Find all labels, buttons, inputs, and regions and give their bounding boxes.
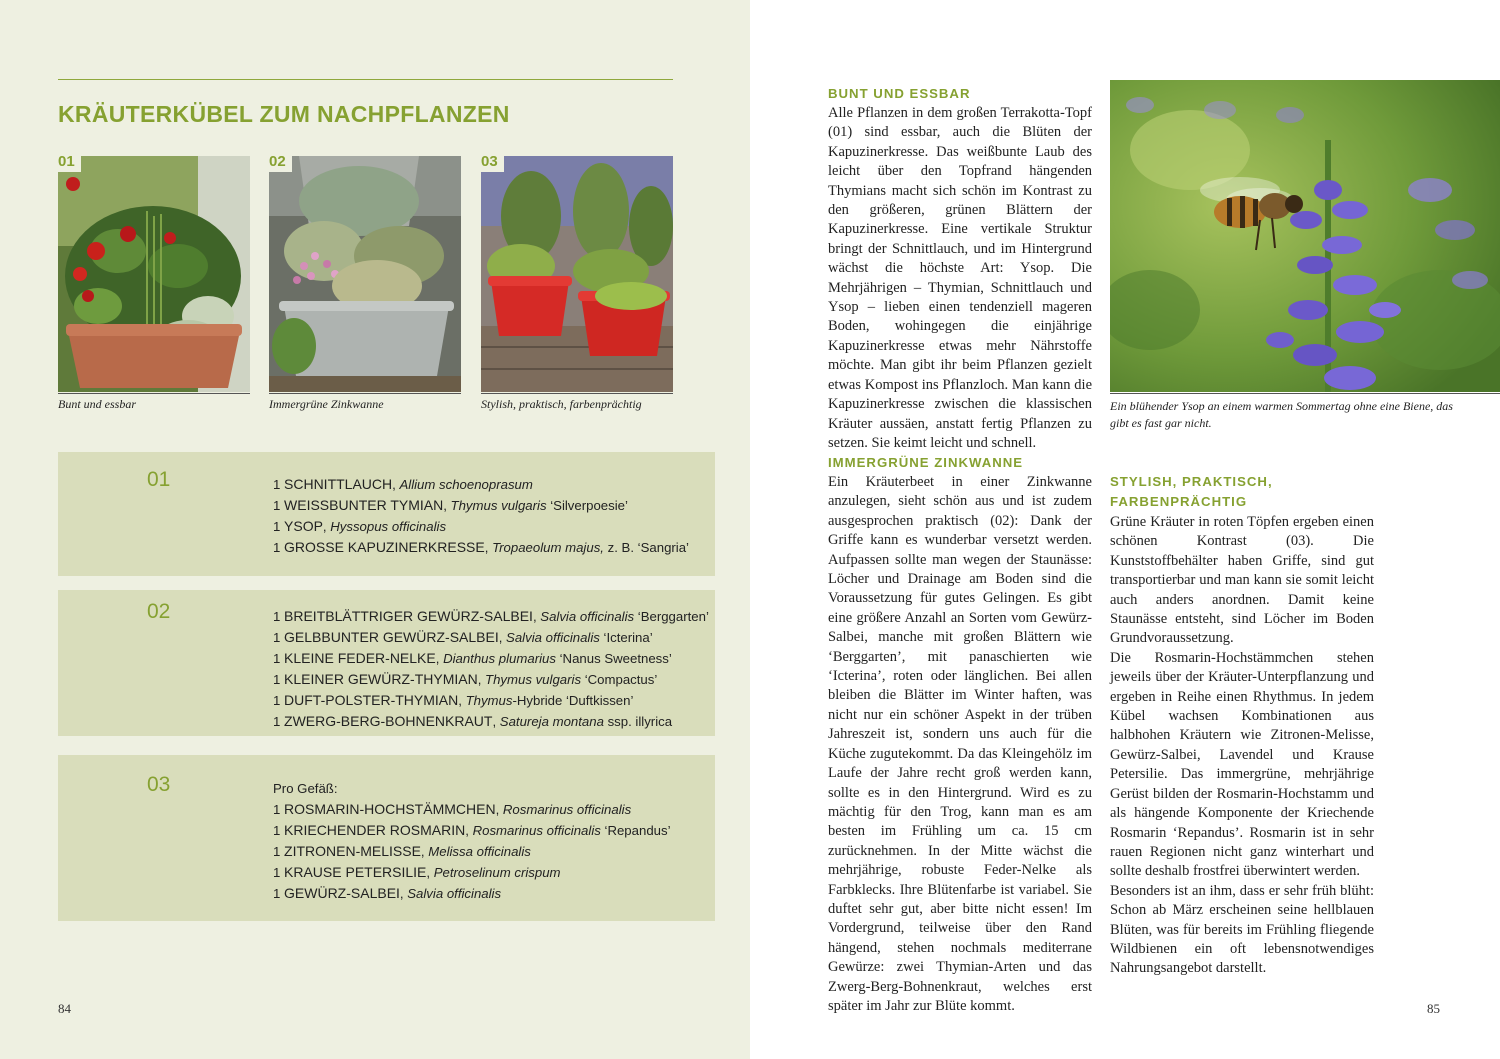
plant-item: 1 KLEINE FEDER-NELKE, Dianthus plumarius ‘Nanus Sweetness’ <box>273 650 672 666</box>
text-immergruene-zinkwanne: Ein Kräuterbeet in einer Zinkwanne anzulegen, sieht schön aus und ist zudem ausgesprochen praktisch (02): Dank der Griffe kann es wunderbar versetzt werden. Aufpassen sollte man wegen der Staunässe: Löcher und Drainage am Boden sind die Voraussetzung für gutes Gelingen. Es gibt eine größere Anzahl an Sorten vom Gewürz-Salbei, manche mit großen Blättern wie ‘Berggarten’, mit panaschierten wie ‘Icterina’, roten oder länglichen. Bei allen bleiben die Blätter im Winter haften, was nicht nur ein schöner Aspekt in der trüben Jahreszeit ist, sondern uns auch für die Küche zugutekommt. Da das Kleingehölz im Laufe der Jahre recht groß werden kann, sollte es in den Hintergrund. Wird es zu mächtig für den Trog, kann man es am besten im Frühling um ca. 15 cm zurücknehmen. In der Mitte wächst die mehrjährige, robuste Feder-Nelke als Farbklecks. Ihre Blütenfarbe ist variabel. Sie duftet sehr gut, aber bitte nicht essen! Im Vordergrund, teilweise über den Rand hängend, stehen nochmals mediterrane Gewürze: zwei Thymian-Arten und das Zwerg-Berg-Bohnenkraut, welches erst später im Jahr zur Blüte kommt. <box>828 474 1092 1014</box>
heading-immergruene-zinkwanne: IMMERGRÜNE ZINKWANNE <box>828 455 1024 470</box>
photo-number-03: 03 <box>481 153 504 172</box>
caption-rule <box>481 393 673 394</box>
heading-bunt-und-essbar: BUNT UND ESSBAR <box>828 86 971 101</box>
plant-item: 1 WEISSBUNTER TYMIAN, Thymus vulgaris ‘Silverpoesie’ <box>273 497 628 513</box>
plant-item: 1 ROSMARIN-HOCHSTÄMMCHEN, Rosmarinus officinalis <box>273 801 632 817</box>
box-number-03: 03 <box>147 773 171 796</box>
photo-hyssop-bee <box>1110 80 1500 392</box>
photo-caption-hyssop: Ein blühender Ysop an einem warmen Sommertag ohne eine Biene, das gibt es fast gar nicht. <box>1110 399 1453 430</box>
plant-item: 1 KRAUSE PETERSILIE, Petroselinum crispum <box>273 864 561 880</box>
hyssop-bee-illustration <box>1110 80 1500 392</box>
plant-list-03 <box>273 779 671 904</box>
photo-number-02: 02 <box>269 153 292 172</box>
photo-red-tubs <box>481 156 673 392</box>
page-number-right: 85 <box>1427 1001 1440 1016</box>
plant-item: 1 DUFT-POLSTER-THYMIAN, Thymus-Hybride ‘Duftkissen’ <box>273 692 634 708</box>
box-number-02: 02 <box>147 600 171 623</box>
photo-caption-03: Stylish, praktisch, farbenprächtig <box>481 397 642 411</box>
plant-item: 1 YSOP, Hyssopus officinalis <box>273 518 447 534</box>
box-number-01: 01 <box>147 468 171 491</box>
plant-item: 1 SCHNITTLAUCH, Allium schoenoprasum <box>273 476 533 492</box>
title-rule <box>58 79 673 80</box>
plant-list-01 <box>273 474 689 558</box>
photo-caption-02: Immergrüne Zinkwanne <box>269 397 384 411</box>
plant-item: 1 BREITBLÄTTRIGER GEWÜRZ-SALBEI, Salvia officinalis ‘Berggarten’ <box>273 608 709 624</box>
photo-number-01: 01 <box>58 153 81 172</box>
heading-stylish-praktisch: STYLISH, PRAKTISCH, FARBENPRÄCHTIG <box>1110 474 1273 509</box>
photo-caption-01: Bunt und essbar <box>58 397 136 411</box>
plant-item: 1 GEWÜRZ-SALBEI, Salvia officinalis <box>273 885 502 901</box>
plant-list-box-01 <box>58 452 715 576</box>
zinc-tub-illustration <box>269 156 461 392</box>
page-title: KRÄUTERKÜBEL ZUM NACHPFLANZEN <box>58 101 510 127</box>
plant-item: 1 ZITRONEN-MELISSE, Melissa officinalis <box>273 843 531 859</box>
plant-list-intro: Pro Gefäß: <box>273 781 338 796</box>
caption-rule <box>1110 393 1500 394</box>
plant-item: 1 KLEINER GEWÜRZ-THYMIAN, Thymus vulgaris ‘Compactus’ <box>273 671 658 687</box>
photo-terracotta-pot <box>58 156 250 392</box>
plant-item: 1 GELBBUNTER GEWÜRZ-SALBEI, Salvia officinalis ‘Icterina’ <box>273 629 653 645</box>
photo-zinc-tub <box>269 156 461 392</box>
terracotta-pot-illustration <box>58 156 250 392</box>
plant-list-box-03 <box>58 755 715 921</box>
text-stylish-praktisch: Grüne Kräuter in roten Töpfen ergeben einen schönen Kontrast (03). Die Kunststoffbehälter haben Griffe, sind gut transportierbar und man kann sie somit leicht auch anders anordnen. Damit keine Staunässe entsteht, sind Löcher im Boden Grundvoraussetzung. Die Rosmarin-Hochstämmchen stehen jeweils über der Kräuter-Unterpflanzung und ergeben in Reihe einen Rhythmus. In jedem Kübel wachsen Kombinationen aus halbhohen Kräutern wie Zitronen-Melisse, Gewürz-Salbei, Lavendel und Krause Petersilie. Das immergrüne, mehrjährige Gerüst bilden der Rosmarin-Hochstamm und als hängende Komponente der Kriechende Rosmarin ‘Repandus’. Rosmarin ist in sehr rauen Regionen nicht ganz winterhart und sollte deshalb frostfrei überwintert werden. Besonders ist an ihm, dass er sehr früh blüht: Schon ab März erscheinen seine hellblauen Blüten, was für bereits im Frühling fliegende Wildbienen ein oft lebensnotwendiges Nahrungsangebot darstellt. <box>1110 514 1374 977</box>
caption-rule <box>58 393 250 394</box>
plant-item: 1 ZWERG-BERG-BOHNENKRAUT, Satureja montana ssp. illyrica <box>273 713 673 729</box>
plant-item: 1 KRIECHENDER ROSMARIN, Rosmarinus officinalis ‘Repandus’ <box>273 822 671 838</box>
page-number-left: 84 <box>58 1001 71 1016</box>
plant-list-02 <box>273 606 709 732</box>
text-bunt-und-essbar: Alle Pflanzen in dem großen Terrakotta-Topf (01) sind essbar, auch die Blüten der Kapuzinerkresse. Das weißbunte Laub des leicht über den Topfrand hängenden Thymians macht sich schön im Kontrast zu den größeren, grünen Blättern der Kapuzinerkresse. Eine vertikale Struktur bringt der Schnittlauch, und im Hintergrund wächst die höchste Art: Ysop. Die Mehrjährigen – Thymian, Schnittlauch und Ysop – lieben einen tendenziell mageren Boden, wohingegen die einjährige Kapuzinerkresse etwas mehr Nährstoffe möchte. Man gibt ihr beim Pflanzen gezielt etwas Kompost ins Pflanzloch. Man kann die Kapuzinerkresse zwischen die klassischen Kräuter aussäen, anstatt fertig Pflanzen zu setzen. Sie keimt leicht und schnell. <box>828 105 1092 451</box>
plant-item: 1 GROSSE KAPUZINERKRESSE, Tropaeolum majus, z. B. ‘Sangria’ <box>273 539 689 555</box>
plant-list-box-02 <box>58 590 715 736</box>
caption-rule <box>269 393 461 394</box>
red-tubs-illustration <box>481 156 673 392</box>
